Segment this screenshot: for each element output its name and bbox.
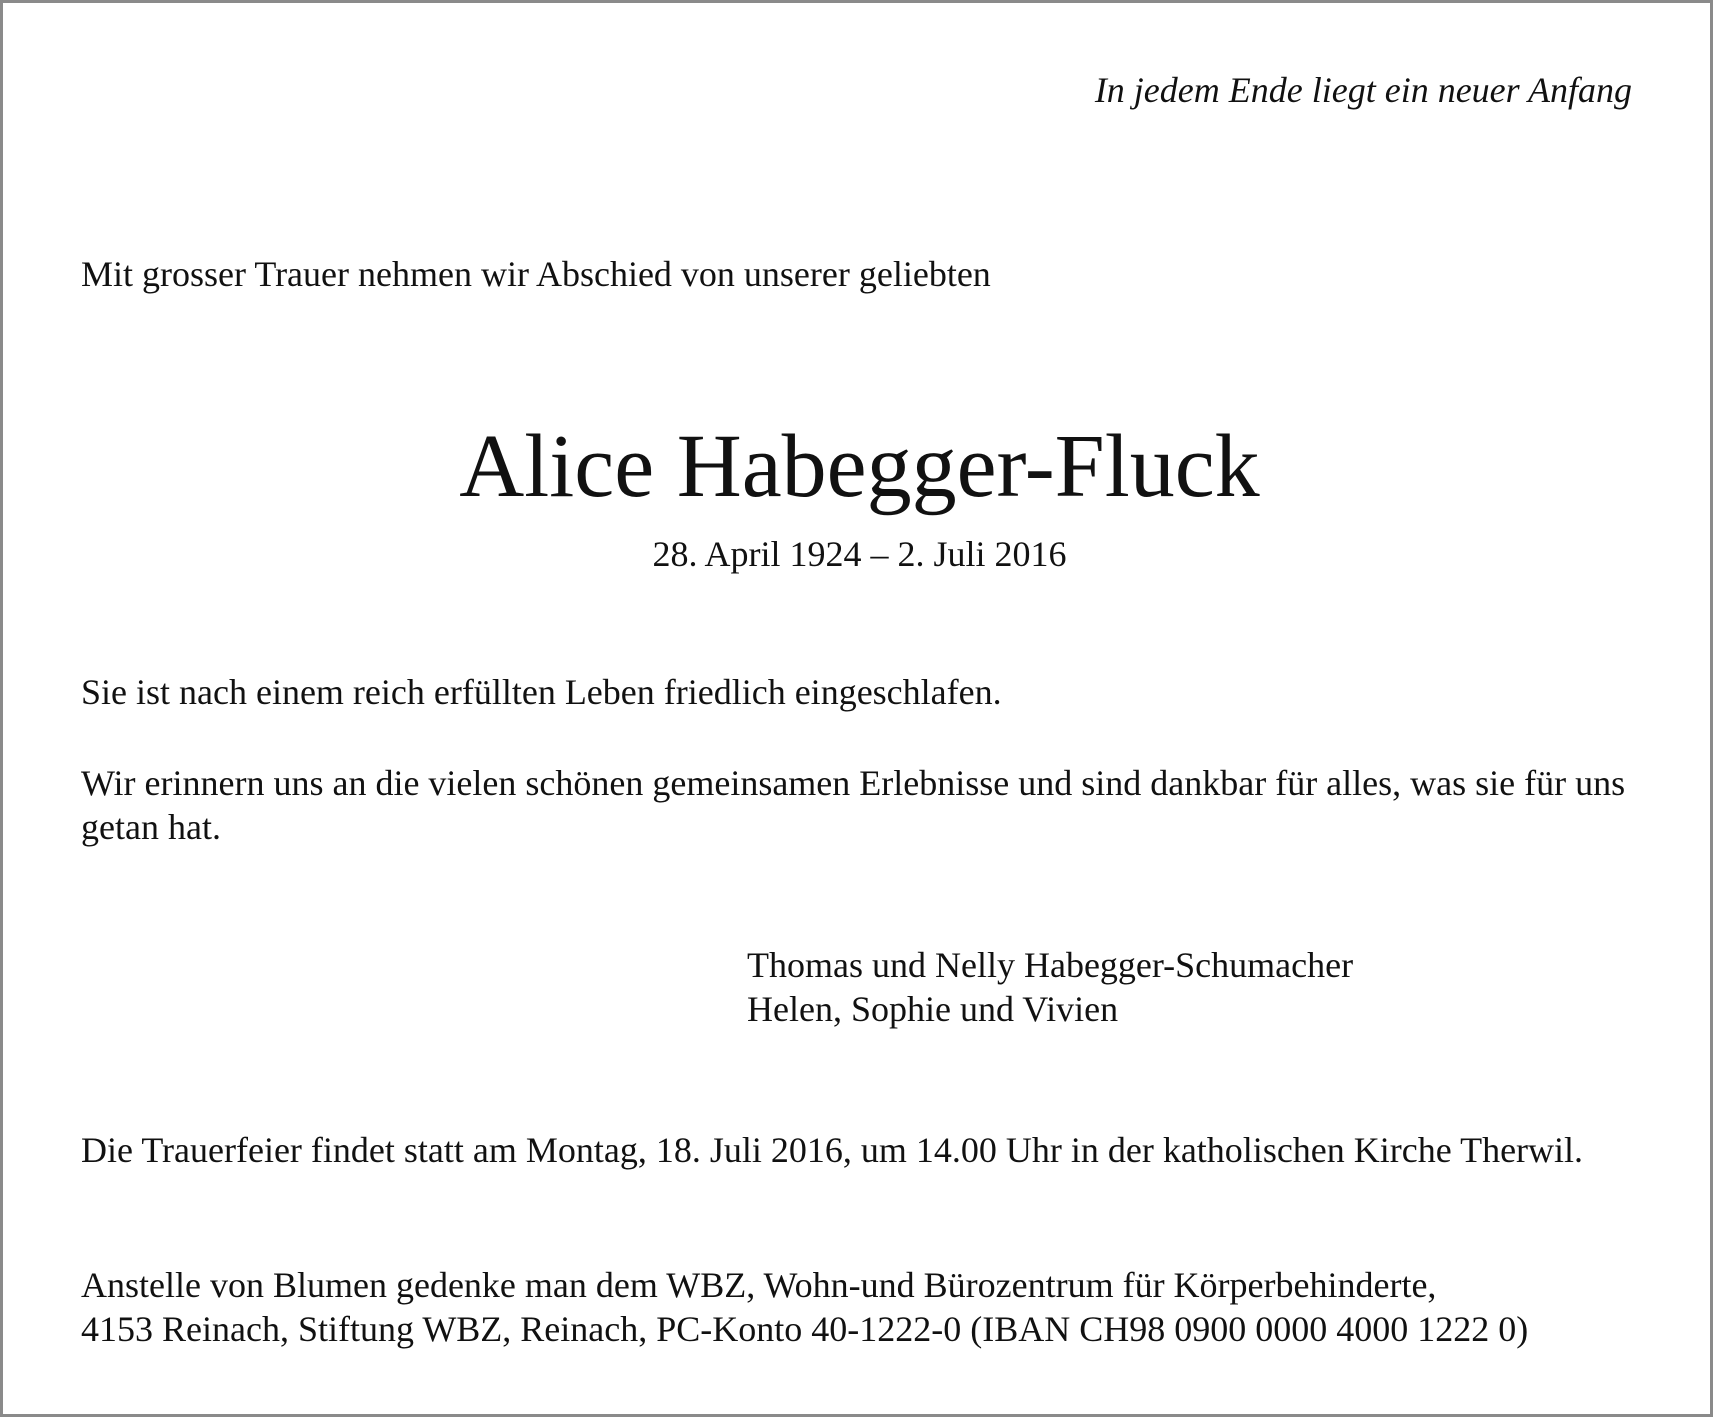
signer-line: Thomas und Nelly Habegger-Schumacher: [747, 945, 1354, 985]
signer-line: Helen, Sophie und Vivien: [747, 989, 1119, 1029]
service-info: Die Trauerfeier findet statt am Montag, 18. Juli 2016, um 14.00 Uhr in der katholischen Kirche Therwil.: [81, 1130, 1584, 1170]
donation-line: Anstelle von Blumen gedenke man dem WBZ, Wohn-und Bürozentrum für Körperbehinderte,: [81, 1265, 1437, 1305]
life-dates: 28. April 1924 – 2. Juli 2016: [652, 534, 1067, 574]
deceased-name: Alice Habegger-Fluck: [459, 417, 1260, 516]
paragraph-peaceful: Sie ist nach einem reich erfüllten Leben friedlich eingeschlafen.: [81, 672, 1002, 712]
intro-text: Mit grosser Trauer nehmen wir Abschied von unserer geliebten: [81, 254, 991, 294]
signers-block: [747, 943, 1353, 1031]
donation-info: [81, 1263, 1528, 1351]
motto: In jedem Ende liegt ein neuer Anfang: [1094, 70, 1632, 110]
paragraph-memories: Wir erinnern uns an die vielen schönen gemeinsamen Erlebnisse und sind dankbar für alles, was sie für uns getan hat.: [81, 763, 1626, 847]
donation-line: 4153 Reinach, Stiftung WBZ, Reinach, PC-Konto 40-1222-0 (IBAN CH98 0900 0000 4000 1222 0): [81, 1309, 1529, 1349]
